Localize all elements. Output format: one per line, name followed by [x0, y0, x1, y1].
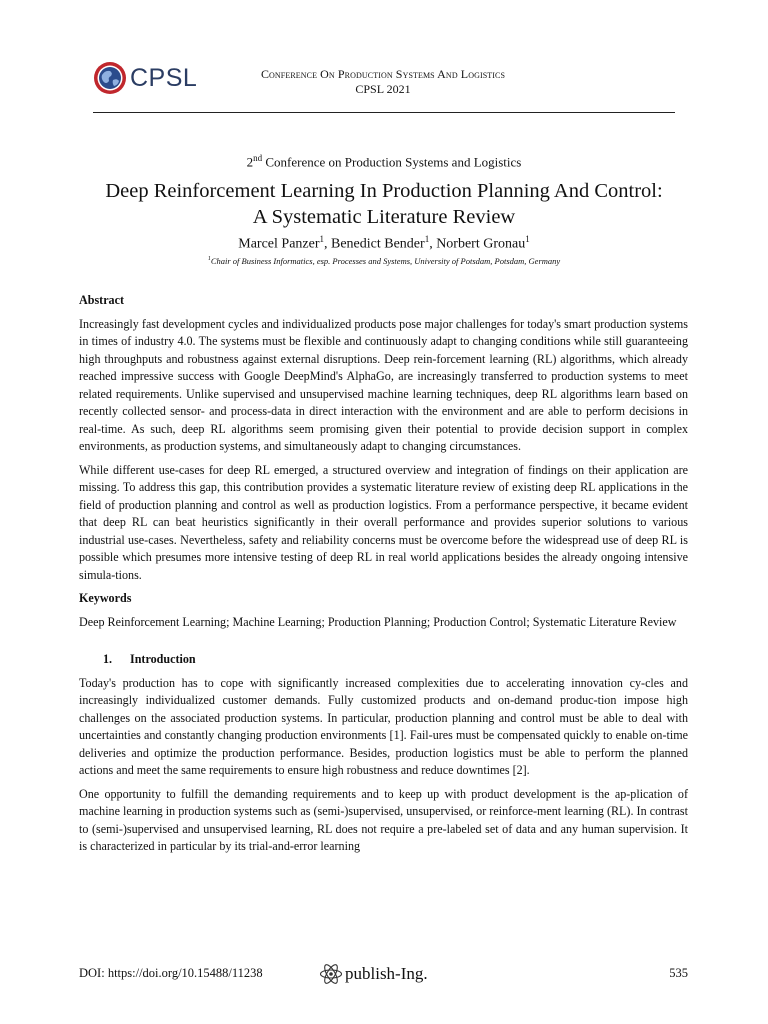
- conference-header: [190, 67, 576, 97]
- section-number: 1.: [103, 652, 113, 666]
- paper-title: [60, 178, 708, 230]
- title-line-2: A Systematic Literature Review: [252, 206, 516, 228]
- author-affiliation-marker: 1: [319, 234, 324, 244]
- abstract-paragraph: Increasingly fast development cycles and individualized products pose major challenges for today's smart production systems in times of industry 4.0. The systems must be flexible and continuously adapt to changing conditions while still guaranteeing high throughputs and robustness against external disruptions. Deep rein-forcement learning (RL) algorithms, which already reached impressive success with Google DeepMind's AlphaGo, are increasingly transferred to production systems to meet related requirements. Unlike supervised and unsupervised machine learning techniques, deep RL algorithms learn based on recently collected sensor- and process-data in direct interaction with the environment and are able to perform decisions in real-time. As such, deep RL algorithms seem promising given their potential to provide decision support in complex environments, as production systems, and simultaneously adapt to changing circumstances.: [79, 316, 688, 453]
- author-list: [80, 234, 688, 253]
- keywords-text: Deep Reinforcement Learning; Machine Learning; Production Planning; Production Control; Systematic Literature Review: [79, 614, 677, 629]
- introduction-paragraph: One opportunity to fulfill the demanding requirements and to keep up with product development is the ap-plication of machine learning in production systems such as (semi-)supervised, unsupervised, or reinforce-ment learning (RL). In contrast to (semi-)supervised and unsupervised learning, RL does not require a pre-labeled set of data and any human supervision. It is characterized in particular by its trial-and-error learning: [79, 786, 688, 853]
- abstract-paragraph: While different use-cases for deep RL emerged, a structured overview and integration of findings on their application are missing. To address this gap, this contribution provides a systematic literature review of existing deep RL applications in the field of production planning and control as well as production logistics. From a performance perspective, it became evident that deep RL can beat heuristics significantly in their overall performance and provides superior solutions to various industrial use-cases. Nevertheless, safety and reliability concerns must be overcome before the widespread use of deep RL is possible which presumes more intensive testing of deep RL in real world applications besides the already ongoing intensive simula-tions.: [79, 462, 688, 582]
- section-title: Introduction: [130, 652, 196, 666]
- author-name: Norbert Gronau: [436, 236, 526, 252]
- author-name: Benedict Bender: [331, 236, 425, 252]
- page-number: 535: [669, 966, 688, 980]
- author-separator: ,: [324, 236, 331, 252]
- author-name: Marcel Panzer: [238, 236, 320, 252]
- introduction-paragraph: Today's production has to cope with significantly increased complexities due to accelerating innovation cy-cles and increasingly individualized customer demands. Fully customized products and on-demand produc-tion impose high challenges on the associated production systems. In particular, production planning and control must be able to deal with uncertainties and constantly changing production environments [1]. Fail-ures must be compensated quickly to enable on-time deliveries and optimize the production performance. Besides, production logistics must be able to perform the planned actions and meet the same requirements to ensure high robustness and reduce downtimes [2].: [79, 675, 688, 777]
- atom-icon: [319, 962, 343, 986]
- publisher-logo: [319, 962, 428, 986]
- conference-line-text: Conference on Production Systems and Logistics: [262, 154, 522, 170]
- page-footer: [79, 962, 688, 986]
- globe-icon: [93, 61, 127, 95]
- title-line-1: Deep Reinforcement Learning In Production Planning And Control:: [105, 180, 663, 202]
- affiliation: [80, 256, 688, 266]
- conference-name: Conference On Production Systems And Logistics: [260, 67, 506, 81]
- affiliation-text: Chair of Business Informatics, esp. Processes and Systems, University of Potsdam, Potsdam, Germany: [210, 256, 561, 266]
- conference-ordinal-suffix: nd: [253, 153, 263, 163]
- conference-ordinal: 2: [246, 154, 254, 170]
- author-affiliation-marker: 1: [424, 234, 430, 244]
- logo-text: CPSL: [130, 64, 198, 92]
- affiliation-marker: 1: [207, 256, 211, 263]
- doi-link[interactable]: DOI: https://doi.org/10.15488/11238: [79, 966, 263, 980]
- publisher-name: publish-Ing.: [345, 964, 428, 983]
- author-separator: ,: [429, 236, 437, 252]
- conference-year: CPSL 2021: [355, 82, 411, 96]
- header-divider: [93, 112, 675, 113]
- abstract-heading: Abstract: [79, 293, 125, 307]
- paper-body: [79, 292, 688, 856]
- section-heading-introduction: [79, 651, 688, 669]
- cpsl-logo: [93, 60, 197, 96]
- keywords-heading: Keywords: [79, 591, 132, 605]
- author-affiliation-marker: 1: [525, 234, 530, 244]
- conference-line: [80, 153, 688, 170]
